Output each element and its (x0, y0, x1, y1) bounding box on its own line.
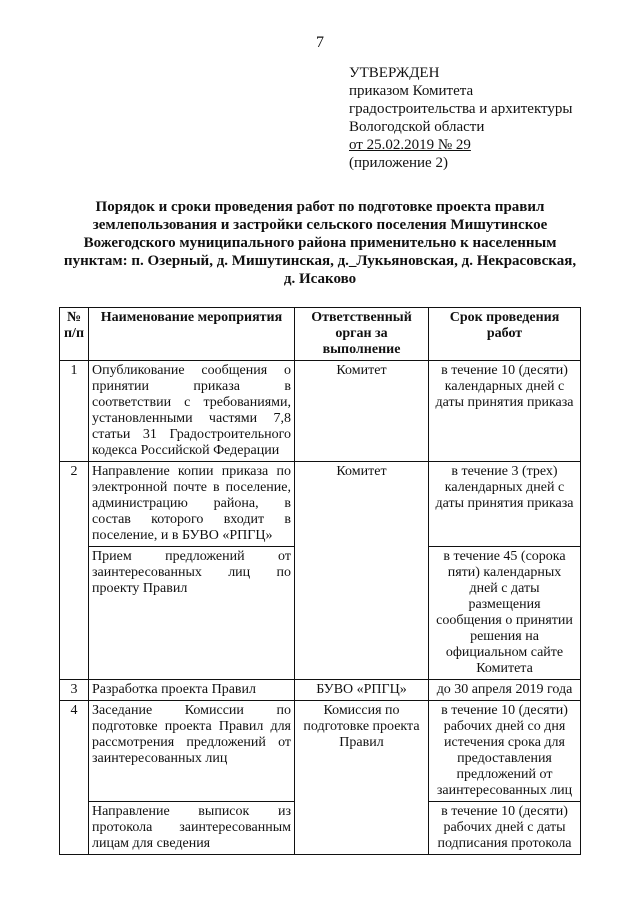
header-text: Наименование мероприятия (100, 310, 283, 325)
approval-line: Вологодской области (349, 119, 485, 135)
activity-name (89, 802, 295, 855)
row-number: 1 (60, 361, 89, 462)
header-text: п/п (63, 326, 85, 341)
deadline (429, 462, 581, 547)
title-line: Порядок и сроки проведения работ по подготовке проекта правил (95, 199, 545, 215)
table-row (60, 462, 581, 547)
deadline-line: в течение 10 (десяти) (441, 703, 568, 718)
activity-name-line: электронной почте в поселение, (92, 480, 291, 495)
activity-name-line: Заседание Комиссии по (92, 703, 291, 718)
title-line: Вожегодского муниципального района применительно к населенным (83, 235, 557, 251)
header-term (429, 308, 581, 361)
deadline-line: рабочих дней с даты (443, 820, 566, 835)
approval-line: приказом Комитета (349, 83, 474, 99)
deadline-line: пяти) календарных (447, 565, 562, 580)
responsible-line: Комитет (336, 464, 387, 479)
activity-name-line: рассмотрения предложений от (92, 735, 291, 750)
activity-name-line: поселение, и в БУВО «РПГЦ» (92, 528, 273, 543)
deadline-line: размещения (468, 597, 541, 612)
approval-appendix: (приложение 2) (349, 155, 448, 171)
deadline (429, 361, 581, 462)
deadline-line: официальном сайте (445, 645, 564, 660)
responsible-line: подготовке проекта (303, 719, 420, 734)
deadline (429, 547, 581, 680)
deadline-line: решения на (470, 629, 539, 644)
schedule-table (59, 307, 581, 855)
row-number: 3 (60, 680, 89, 701)
activity-name-line: Направление копии приказа по (92, 464, 291, 479)
activity-name-line: кодекса Российской Федерации (92, 443, 280, 458)
table-header-row (60, 308, 581, 361)
deadline (429, 802, 581, 855)
deadline-line: истечения срока для (444, 735, 565, 750)
activity-name (89, 547, 295, 680)
table-row (60, 701, 581, 802)
responsible-body (295, 361, 429, 462)
deadline-line: рабочих дней со дня (443, 719, 566, 734)
activity-name-line: соответствии с требованиями, (92, 395, 291, 410)
responsible-body (295, 701, 429, 855)
title-line: землепользования и застройки сельского поселения Мишутинское (92, 217, 548, 233)
deadline-line: в течение 45 (сорока (443, 549, 566, 564)
activity-name-line: проекту Правил (92, 581, 188, 596)
deadline-line: даты принятия приказа (435, 395, 574, 410)
deadline (429, 701, 581, 802)
deadline-line: Комитета (476, 661, 533, 676)
activity-name-line: Опубликование сообщения о (92, 363, 291, 378)
header-text: Срок проведения (449, 310, 560, 325)
activity-name-line: состав которого входит в (92, 512, 291, 527)
deadline-line: предоставления (457, 751, 552, 766)
header-text: орган за (335, 326, 388, 341)
deadline-line: дней с даты (469, 581, 540, 596)
header-text: № (66, 310, 82, 325)
activity-name-line: протокола заинтересованным (92, 820, 291, 835)
activity-name-line: Разработка проекта Правил (92, 682, 257, 697)
deadline-line: подписания протокола (437, 836, 572, 851)
deadline-line: заинтересованных лиц (436, 783, 573, 798)
approval-line: градостроительства и архитектуры (349, 101, 573, 117)
activity-name-line: Направление выписок из (92, 804, 291, 819)
activity-name-line: заинтересованных лиц (92, 751, 228, 766)
deadline-line: даты принятия приказа (435, 496, 574, 511)
document-title (60, 198, 580, 288)
responsible-line: Правил (339, 735, 384, 750)
activity-name-line: заинтересованных лиц по (92, 565, 291, 580)
header-text: выполнение (322, 342, 401, 357)
table-row (60, 680, 581, 701)
deadline (429, 680, 581, 701)
activity-name-line: лицам для сведения (92, 836, 211, 851)
header-text: Ответственный (311, 310, 412, 325)
activity-name-line: подготовке проекта Правил для (92, 719, 291, 734)
activity-name (89, 680, 295, 701)
responsible-line: Комиссия по (323, 703, 400, 718)
title-line: д. Исаково (283, 271, 357, 287)
header-name (89, 308, 295, 361)
page-number: 7 (316, 34, 324, 51)
title-line: пунктам: п. Озерный, д. Мишутинская, д._Лукьяновская, д. Некрасовская, (63, 253, 577, 269)
responsible-body (295, 462, 429, 680)
approval-heading: УТВЕРЖДЕН (349, 65, 440, 81)
deadline-line: календарных дней с (444, 379, 565, 394)
deadline-line: предложений от (456, 767, 553, 782)
responsible-body (295, 680, 429, 701)
activity-name-line: установленными частями 7,8 (92, 411, 291, 426)
activity-name (89, 701, 295, 802)
deadline-line: до 30 апреля 2019 года (436, 682, 573, 697)
deadline-line: сообщения о принятии (436, 613, 573, 628)
activity-name (89, 361, 295, 462)
activity-name-line: статьи 31 Градостроительного (92, 427, 291, 442)
responsible-line: Комитет (336, 363, 387, 378)
row-number: 4 (60, 701, 89, 855)
approval-stamp (349, 64, 572, 172)
header-responsible (295, 308, 429, 361)
deadline-line: в течение 10 (десяти) (441, 363, 568, 378)
table-row (60, 361, 581, 462)
deadline-line: в течение 10 (десяти) (441, 804, 568, 819)
activity-name-line: администрацию района, в (92, 496, 291, 511)
activity-name (89, 462, 295, 547)
header-text: работ (486, 326, 523, 341)
header-num (60, 308, 89, 361)
approval-order-date: от 25.02.2019 № 29 (349, 137, 471, 153)
deadline-line: в течение 3 (трех) (451, 464, 558, 479)
responsible-line: БУВО «РПГЦ» (316, 682, 407, 697)
row-number: 2 (60, 462, 89, 680)
activity-name-line: Прием предложений от (92, 549, 291, 564)
deadline-line: календарных дней с (444, 480, 565, 495)
activity-name-line: принятии приказа в (92, 379, 291, 394)
